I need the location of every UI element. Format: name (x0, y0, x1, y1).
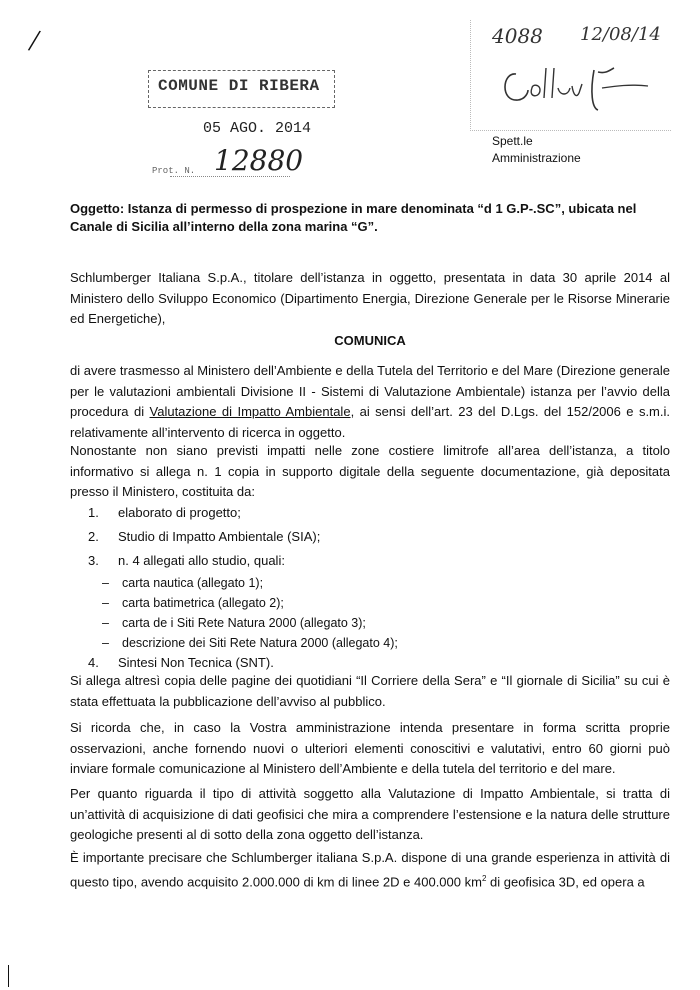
paragraph-communication-text: di avere trasmesso al Ministero dell’Ambiente e della Tutela del Territorio e del Mare (Direzione generale per le valutazioni ambientali Divisione II - Sistemi di Valutazione Ambientale) istanza per l’avvio della procedura di (70, 363, 670, 419)
dash-bullet: – (102, 616, 109, 630)
list-item (88, 553, 285, 568)
recipient-salutation: Spett.le (492, 134, 533, 148)
paragraph-communication (70, 361, 670, 443)
paragraph-intro: Schlumberger Italiana S.p.A., titolare dell’istanza in oggetto, presentata in data 30 aprile 2014 al Ministero dello Sviluppo Economico (Dipartimento Energia, Direzione Generale per le Risorse Minerarie ed Energetiche), (70, 270, 670, 326)
list-text: n. 4 allegati allo studio, quali: (118, 553, 285, 568)
paragraph-newspapers: Si allega altresì copia delle pagine dei quotidiani “Il Corriere della Sera” e “Il giornale di Sicilia” su cui è stata effettuata la pubblicazione dell’avviso al pubblico. (70, 673, 670, 709)
paragraph-observations: Si ricorda che, in caso la Vostra amministrazione intenda presentare in forma scritta proprie osservazioni, anche fornendo nuovi o ulteriori elementi conoscitivi e valutativi, entro 60 giorni può inviare formale comunicazione al Ministero dell’Ambiente e della tutela del territorio e del mare. (70, 720, 670, 776)
list-text: elaborato di progetto; (118, 505, 241, 520)
superscript: 2 (481, 873, 487, 883)
list-number: 1. (88, 505, 99, 520)
sublist-text: descrizione dei Siti Rete Natura 2000 (allegato 4); (122, 636, 398, 650)
list-number: 2. (88, 529, 99, 544)
handwritten-date: 12/08/14 (580, 24, 661, 45)
recipient-name: Amministrazione (492, 151, 581, 165)
handwritten-protocol: 4088 (492, 24, 543, 48)
heading-comunica: COMUNICA (334, 333, 406, 348)
paragraph-communication-tail: , ai sensi dell’art. 23 del D.Lgs. del 152/2006 e s.m.i. relativamente all’intervento di ricerca in oggetto. (70, 404, 671, 440)
sublist-text: carta nautica (allegato 1); (122, 576, 264, 590)
dash-bullet: – (102, 576, 109, 590)
list-number: 3. (88, 553, 99, 568)
paragraph-experience-text: È importante precisare che Schlumberger italiana S.p.A. dispone di una grande esperienza in attività di questo tipo, avendo acquisito 2.000.000 di km di linee 2D e 400.000 km (70, 850, 670, 889)
corner-slash-mark: / (26, 21, 43, 59)
sublist-item (102, 576, 263, 590)
stamp-title: COMUNE DI RIBERA (158, 77, 320, 95)
list-text: Studio di Impatto Ambientale (SIA); (118, 529, 321, 544)
recipient-block (492, 133, 581, 167)
list-item (88, 655, 274, 670)
subject-line: Oggetto: Istanza di permesso di prospezione in mare denominata “d 1 G.P-.SC”, ubicata nel Canale di Sicilia all’interno della zona marina “G”. (70, 201, 637, 234)
list-number: 4. (88, 655, 99, 670)
paragraph-activity: Per quanto riguarda il tipo di attività soggetto alla Valutazione di Impatto Ambientale, si tratta di un’attività di acquisizione di dati geofisici che mira a comprendere l’estensione e la natura delle strutture geologiche presenti al di sotto della zona oggetto dell’istanza. (70, 786, 670, 842)
stamp-protocol-number: 12880 (214, 144, 304, 177)
dash-bullet: – (102, 596, 109, 610)
handwritten-signature (498, 62, 658, 112)
sublist-item (102, 636, 398, 650)
list-item (88, 529, 320, 544)
list-item (88, 505, 241, 520)
sublist-item (102, 596, 284, 610)
sublist-text: carta batimetrica (allegato 2); (122, 596, 284, 610)
underlined-procedure: Valutazione di Impatto Ambientale (149, 404, 351, 419)
paragraph-experience (70, 848, 670, 892)
stamp-date: 05 AGO. 2014 (203, 120, 312, 137)
sublist-item (102, 616, 366, 630)
sublist-text: carta de i Siti Rete Natura 2000 (allegato 3); (122, 616, 366, 630)
margin-mark (8, 965, 9, 987)
paragraph-attachments-intro: Nonostante non siano previsti impatti nelle zone costiere limitrofe all’area dell’istanza, a titolo informativo si allega n. 1 copia in supporto digitale della seguente documentazione, già depositata presso il Ministero, costituita da: (70, 443, 670, 499)
list-text: Sintesi Non Tecnica (SNT). (118, 655, 274, 670)
paragraph-experience-tail: di geofisica 3D, ed opera a (486, 873, 645, 889)
stamp-protocol-label: Prot. N. (152, 166, 196, 176)
dash-bullet: – (102, 636, 109, 650)
